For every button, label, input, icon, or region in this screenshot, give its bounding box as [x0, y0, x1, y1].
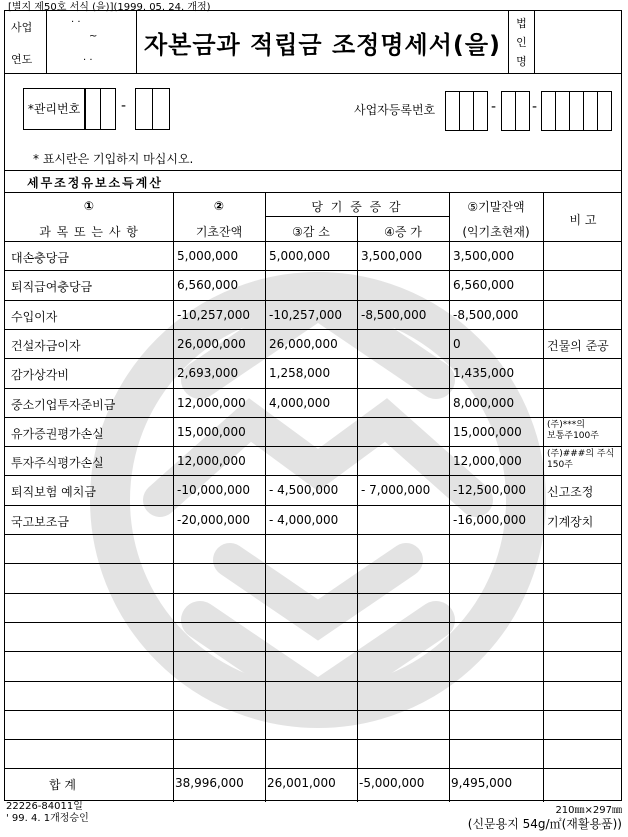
cell-begin[interactable]: 15,000,000: [177, 424, 246, 439]
corp-name-field[interactable]: [535, 11, 621, 73]
corp-name-char-1: 법: [516, 16, 527, 30]
paper-type: (신문용지 54g/㎡(재활용품)): [467, 817, 622, 831]
cell-end[interactable]: 15,000,000: [453, 424, 522, 439]
cell-end[interactable]: 1,435,000: [453, 366, 515, 381]
mgmt-no-box-1[interactable]: [85, 88, 101, 130]
cell-end[interactable]: 6,560,000: [453, 278, 515, 293]
cell-increase[interactable]: - 7,000,000: [361, 483, 431, 498]
total-begin[interactable]: 38,996,000: [175, 776, 244, 791]
row-divider: [5, 681, 621, 682]
cell-decrease[interactable]: -10,257,000: [269, 307, 343, 322]
reg-no-box-5[interactable]: [515, 91, 530, 131]
cell-note-line2[interactable]: 보통주100주: [547, 430, 599, 441]
row-divider: [5, 710, 621, 711]
cell-note[interactable]: 건물의 준공: [547, 338, 609, 353]
section-title-bar: [5, 171, 621, 193]
col5-header-2: (익기초현재): [462, 225, 530, 239]
cell-increase[interactable]: -8,500,000: [361, 307, 427, 322]
row-divider: [5, 768, 621, 769]
cell-end[interactable]: 0: [453, 336, 461, 351]
form-header-note: [별지 제50호 서식 (을)](1999. 05. 24. 개정): [8, 2, 211, 13]
cell-item[interactable]: 퇴직보험 예치금: [11, 485, 96, 500]
mgmt-no-box-4[interactable]: [152, 88, 170, 130]
cell-item[interactable]: 대손충당금: [11, 251, 69, 265]
row-divider: [5, 475, 621, 476]
cell-note[interactable]: (주)***의: [547, 419, 585, 430]
total-decrease[interactable]: 26,001,000: [267, 776, 336, 791]
mgmt-no-dash: -: [121, 98, 127, 114]
mgmt-no-box-3[interactable]: [135, 88, 153, 130]
business-year-label-2: 연도: [11, 53, 33, 66]
cell-begin[interactable]: -10,000,000: [177, 483, 251, 498]
cell-begin[interactable]: -10,257,000: [177, 307, 251, 322]
cell-decrease[interactable]: - 4,500,000: [269, 483, 339, 498]
cell-decrease[interactable]: 1,258,000: [269, 366, 331, 381]
cell-item[interactable]: 퇴직급여충당금: [11, 280, 93, 295]
reg-no-box-2[interactable]: [459, 91, 474, 131]
header-bottom-line: [5, 241, 621, 242]
cell-item[interactable]: 투자주식평가손실: [11, 456, 104, 471]
cell-note[interactable]: 기계장치: [547, 514, 594, 529]
row-divider: [5, 270, 621, 271]
row-divider: [5, 329, 621, 330]
row-divider: [5, 651, 621, 652]
cell-end[interactable]: -12,500,000: [453, 483, 527, 498]
col4-header: ④증 가: [384, 225, 422, 239]
reg-no-box-4[interactable]: [501, 91, 516, 131]
cell-end[interactable]: 8,000,000: [453, 395, 515, 410]
row-divider: [5, 563, 621, 564]
period-header: 당 기 중 증 감: [311, 200, 403, 214]
cell-begin[interactable]: 12,000,000: [177, 454, 246, 469]
row-divider: [5, 417, 621, 418]
cell-item[interactable]: 감가상각비: [11, 368, 69, 383]
reg-no-dash-2: -: [532, 99, 538, 115]
cell-begin[interactable]: 2,693,000: [177, 366, 239, 381]
col-divider-3: [357, 216, 358, 802]
reg-no-box-7[interactable]: [555, 91, 570, 131]
corp-name-char-3: 명: [516, 54, 527, 68]
reg-no-box-6[interactable]: [541, 91, 556, 131]
col5-header-1: ⑤기말잔액: [467, 200, 525, 214]
cell-decrease[interactable]: 4,000,000: [269, 395, 331, 410]
col6-header: 비 고: [569, 213, 597, 227]
cell-item[interactable]: 중소기업투자준비금: [11, 397, 116, 412]
cell-note[interactable]: 신고조정: [547, 485, 594, 500]
row-divider: [5, 534, 621, 535]
row-divider: [5, 593, 621, 594]
cell-note[interactable]: (주)###의 주식: [547, 449, 615, 460]
reg-no-box-1[interactable]: [445, 91, 460, 131]
cell-note-line2[interactable]: 150주: [547, 460, 573, 471]
start-date-dots: · ·: [71, 17, 81, 28]
col1-number: ①: [83, 199, 95, 213]
business-year-dates: [47, 11, 137, 73]
end-date-dots: · ·: [83, 55, 93, 66]
period-header-divider: [265, 216, 449, 217]
mgmt-no-box-2[interactable]: [100, 88, 116, 130]
business-year-label-1: 사업: [11, 21, 33, 34]
reg-no-box-9[interactable]: [583, 91, 598, 131]
row-divider: [5, 622, 621, 623]
row-divider: [5, 388, 621, 389]
row-divider: [5, 505, 621, 506]
total-end[interactable]: 9,495,000: [451, 776, 513, 791]
registration-number-label: 사업자등록번호: [354, 103, 436, 117]
cell-end[interactable]: 3,500,000: [453, 249, 515, 263]
cell-begin[interactable]: -20,000,000: [177, 512, 251, 527]
col2-number: ②: [213, 199, 225, 213]
total-increase[interactable]: -5,000,000: [359, 776, 425, 791]
cell-increase[interactable]: 3,500,000: [361, 249, 423, 263]
section-title: 세무조정유보소득계산: [27, 176, 163, 190]
cell-begin[interactable]: 6,560,000: [177, 278, 239, 293]
cell-decrease[interactable]: - 4,000,000: [269, 512, 339, 527]
cell-begin[interactable]: 26,000,000: [177, 336, 246, 351]
paper-size: 210㎜×297㎜: [555, 805, 622, 816]
reserve-calculation-table: [4, 170, 622, 801]
cell-decrease[interactable]: 26,000,000: [269, 336, 338, 351]
row-divider: [5, 300, 621, 301]
cell-begin[interactable]: 5,000,000: [177, 249, 239, 263]
cell-end[interactable]: 12,000,000: [453, 454, 522, 469]
reg-no-dash-1: -: [491, 99, 497, 115]
business-year-label-cell: [5, 11, 47, 73]
notice-text: * 표시란은 기입하지 마십시오.: [33, 152, 194, 166]
row-divider: [5, 358, 621, 359]
col2-header: 기초잔액: [195, 225, 243, 239]
col1-header: 과 목 또 는 사 항: [39, 225, 139, 239]
cell-begin[interactable]: 12,000,000: [177, 395, 246, 410]
reg-no-box-10[interactable]: [597, 91, 612, 131]
cell-item[interactable]: 건설자금이자: [11, 338, 81, 353]
approval-text: ' 99. 4. 1개정승인: [6, 813, 89, 824]
reg-no-box-8[interactable]: [569, 91, 584, 131]
date-range-tilde: ~: [89, 31, 98, 42]
management-section: [4, 74, 622, 170]
cell-end[interactable]: -8,500,000: [453, 307, 519, 322]
management-number-label: *관리번호: [23, 88, 85, 130]
cell-item[interactable]: 수입이자: [11, 309, 58, 324]
form-title: 자본금과 적립금 조정명세서(을): [137, 11, 509, 73]
cell-decrease[interactable]: 5,000,000: [269, 249, 331, 263]
corp-name-char-2: 인: [516, 35, 527, 49]
row-divider: [5, 446, 621, 447]
total-label: 합 계: [49, 778, 76, 793]
row-divider: [5, 739, 621, 740]
form-code: 22226-84011일: [6, 801, 83, 812]
corp-name-label: [509, 11, 535, 73]
title-block: [4, 10, 622, 74]
col3-header: ③감 소: [292, 225, 330, 239]
cell-end[interactable]: -16,000,000: [453, 512, 527, 527]
footer-left: [6, 801, 89, 825]
cell-item[interactable]: 국고보조금: [11, 514, 69, 529]
reg-no-box-3[interactable]: [473, 91, 488, 131]
cell-item[interactable]: 유가증권평가손실: [11, 426, 104, 441]
